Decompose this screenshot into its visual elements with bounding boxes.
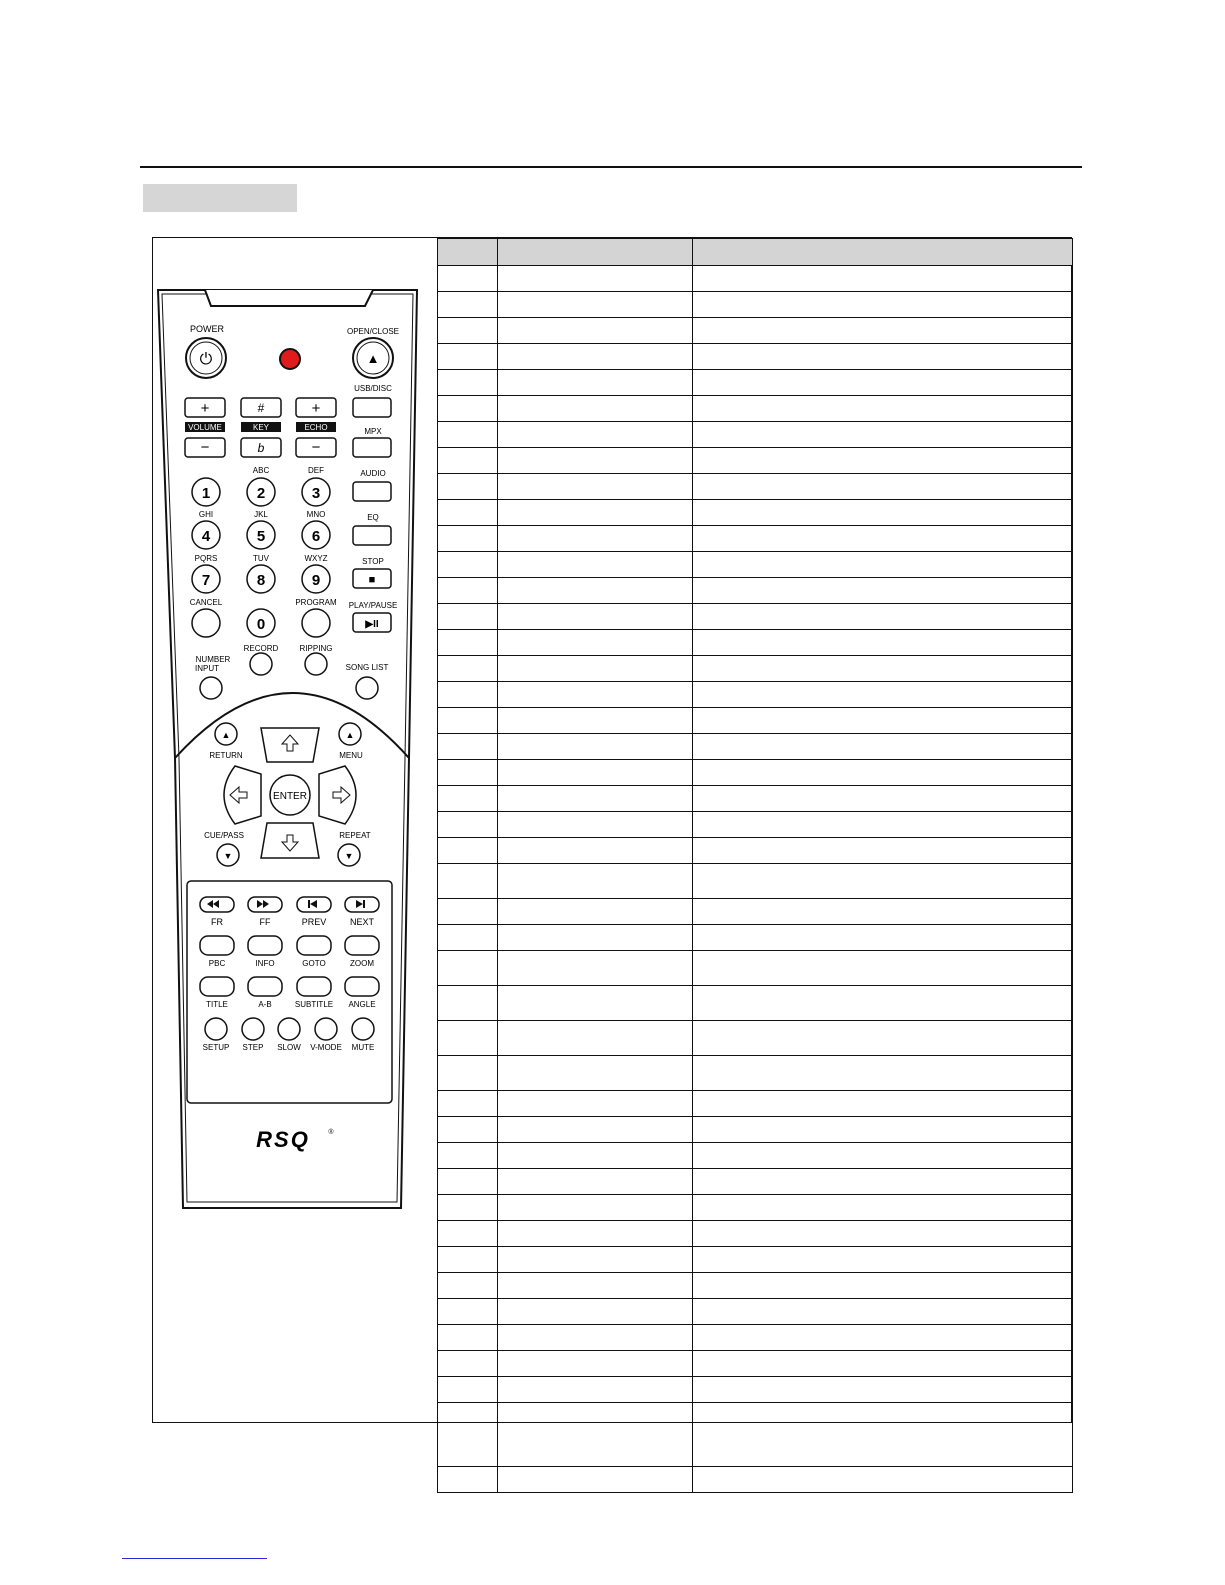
table-cell xyxy=(438,1021,498,1056)
table-cell xyxy=(438,266,498,292)
table-cell xyxy=(693,812,1073,838)
table-header-row xyxy=(438,239,1073,266)
table-cell xyxy=(693,734,1073,760)
table-cell xyxy=(438,500,498,526)
table-cell xyxy=(693,344,1073,370)
letters-6: MNO xyxy=(306,510,326,519)
column-header-function xyxy=(693,239,1073,266)
table-cell xyxy=(498,1377,693,1403)
table-cell xyxy=(693,951,1073,986)
table-cell xyxy=(498,812,693,838)
table-cell xyxy=(438,1351,498,1377)
table-cell xyxy=(498,1299,693,1325)
table-cell xyxy=(498,951,693,986)
v-mode-button[interactable] xyxy=(315,1018,337,1040)
table-row xyxy=(438,1403,1073,1467)
repeat-label: REPEAT xyxy=(339,831,371,840)
table-cell xyxy=(498,500,693,526)
table-cell xyxy=(438,986,498,1021)
power-icon: ⏻ xyxy=(199,351,213,368)
mpx-button[interactable] xyxy=(353,438,391,457)
table-cell xyxy=(498,422,693,448)
table-row xyxy=(438,1273,1073,1299)
table-cell xyxy=(498,708,693,734)
table-cell xyxy=(693,396,1073,422)
table-cell xyxy=(438,1091,498,1117)
table-row xyxy=(438,448,1073,474)
table-cell xyxy=(498,864,693,899)
table-cell xyxy=(438,630,498,656)
table-cell xyxy=(693,1273,1073,1299)
table-cell xyxy=(498,266,693,292)
power-button[interactable] xyxy=(186,338,226,378)
table-row xyxy=(438,1247,1073,1273)
digit-1-label: 1 xyxy=(201,485,211,502)
table-cell xyxy=(438,951,498,986)
ir-window xyxy=(205,290,373,306)
table-cell xyxy=(498,1091,693,1117)
audio-label: AUDIO xyxy=(360,469,386,478)
angle-button[interactable] xyxy=(345,977,379,996)
eq-button[interactable] xyxy=(353,526,391,545)
table-cell xyxy=(498,526,693,552)
table-cell xyxy=(498,1247,693,1273)
cue-pass-label: CUE/PASS xyxy=(204,831,244,840)
table-cell xyxy=(693,899,1073,925)
table-row xyxy=(438,951,1073,986)
remote-control-illustration xyxy=(153,238,437,1424)
table-row xyxy=(438,734,1073,760)
echo-label: ECHO xyxy=(304,423,328,432)
digit-7-label: 7 xyxy=(201,572,211,589)
stop-icon: ■ xyxy=(368,574,376,586)
table-cell xyxy=(498,899,693,925)
table-cell xyxy=(693,604,1073,630)
table-row xyxy=(438,1221,1073,1247)
table-cell xyxy=(438,1117,498,1143)
letters-5: JKL xyxy=(254,510,268,519)
table-cell xyxy=(693,1221,1073,1247)
table-cell xyxy=(693,448,1073,474)
number-input-label: NUMBER xyxy=(195,655,231,664)
info-button[interactable] xyxy=(248,936,282,955)
cancel-button[interactable] xyxy=(192,609,220,637)
title-button[interactable] xyxy=(200,977,234,996)
table-cell xyxy=(498,604,693,630)
table-cell xyxy=(693,422,1073,448)
column-header-number xyxy=(438,239,498,266)
info-label: INFO xyxy=(255,959,275,968)
table-cell xyxy=(498,1403,693,1467)
table-row xyxy=(438,1351,1073,1377)
table-cell xyxy=(438,422,498,448)
table-cell xyxy=(498,1221,693,1247)
section-heading-highlight xyxy=(143,184,297,212)
usb-disc-label: USB/DISC xyxy=(354,384,392,393)
table-row xyxy=(438,552,1073,578)
minus-icon: − xyxy=(200,439,210,456)
goto-label: GOTO xyxy=(302,959,326,968)
table-row xyxy=(438,656,1073,682)
setup-label: SETUP xyxy=(202,1043,230,1052)
table-cell xyxy=(438,1195,498,1221)
table-cell xyxy=(693,318,1073,344)
table-row xyxy=(438,318,1073,344)
next-label: NEXT xyxy=(349,917,375,927)
table-row xyxy=(438,1195,1073,1221)
table-cell xyxy=(438,734,498,760)
table-cell xyxy=(693,474,1073,500)
table-cell xyxy=(498,1056,693,1091)
table-cell xyxy=(498,318,693,344)
eq-label: EQ xyxy=(367,513,379,522)
digit-2-label: 2 xyxy=(256,485,266,502)
table-row xyxy=(438,708,1073,734)
table-cell xyxy=(498,292,693,318)
up-small-icon: ▲ xyxy=(345,730,355,740)
table-cell xyxy=(693,1247,1073,1273)
table-cell xyxy=(438,526,498,552)
table-cell xyxy=(498,370,693,396)
number-input-button[interactable] xyxy=(200,677,222,699)
table-cell xyxy=(693,526,1073,552)
table-cell xyxy=(438,864,498,899)
table-row xyxy=(438,864,1073,899)
number-input-label: INPUT xyxy=(195,664,219,673)
table-cell xyxy=(498,786,693,812)
table-cell xyxy=(693,864,1073,899)
table-cell xyxy=(498,1117,693,1143)
letters-2: ABC xyxy=(252,466,270,475)
table-cell xyxy=(438,812,498,838)
function-table xyxy=(437,238,1073,1493)
table-cell xyxy=(438,292,498,318)
table-row xyxy=(438,630,1073,656)
table-row xyxy=(438,578,1073,604)
table-cell xyxy=(438,656,498,682)
table-cell xyxy=(438,1247,498,1273)
table-cell xyxy=(693,1299,1073,1325)
remote-control-page-frame xyxy=(152,237,1072,1423)
goto-button[interactable] xyxy=(297,936,331,955)
prev-label: PREV xyxy=(301,917,327,927)
table-row xyxy=(438,604,1073,630)
play-pause-label: PLAY/PAUSE xyxy=(348,601,398,610)
step-button[interactable] xyxy=(242,1018,264,1040)
digit-3-label: 3 xyxy=(311,485,321,502)
table-cell xyxy=(693,682,1073,708)
fr-label: FR xyxy=(211,917,223,927)
table-cell xyxy=(438,318,498,344)
table-cell xyxy=(438,604,498,630)
open-close-label: OPEN/CLOSE xyxy=(346,327,400,336)
eject-icon: ▲ xyxy=(366,351,380,366)
table-row xyxy=(438,812,1073,838)
plus-icon: + xyxy=(200,400,210,417)
footer-link-underline xyxy=(122,1558,267,1559)
table-cell xyxy=(498,1021,693,1056)
table-cell xyxy=(498,1325,693,1351)
power-label: POWER xyxy=(189,324,225,334)
return-label: RETURN xyxy=(209,751,243,760)
table-cell xyxy=(693,1467,1073,1493)
table-cell xyxy=(693,1117,1073,1143)
digit-6-label: 6 xyxy=(311,528,321,545)
song-list-label: SONG LIST xyxy=(345,663,389,672)
slow-label: SLOW xyxy=(277,1043,301,1052)
registered-mark: ® xyxy=(328,1129,334,1136)
plus-icon: + xyxy=(311,400,321,417)
table-row xyxy=(438,396,1073,422)
subtitle-label: SUBTITLE xyxy=(294,1000,334,1009)
table-row xyxy=(438,682,1073,708)
letters-9: WXYZ xyxy=(304,554,328,563)
ripping-button[interactable] xyxy=(305,653,327,675)
table-row xyxy=(438,1467,1073,1493)
table-cell xyxy=(438,396,498,422)
slow-button[interactable] xyxy=(278,1018,300,1040)
table-cell xyxy=(498,760,693,786)
title-label: TITLE xyxy=(206,1000,228,1009)
angle-label: ANGLE xyxy=(348,1000,376,1009)
table-cell xyxy=(498,1467,693,1493)
table-cell xyxy=(693,630,1073,656)
key-label: KEY xyxy=(252,423,270,432)
letters-8: TUV xyxy=(253,554,269,563)
table-row xyxy=(438,1021,1073,1056)
table-cell xyxy=(498,1195,693,1221)
table-cell xyxy=(438,1467,498,1493)
table-row xyxy=(438,474,1073,500)
down-small-icon: ▼ xyxy=(223,851,233,861)
table-cell xyxy=(498,734,693,760)
table-cell xyxy=(438,682,498,708)
table-row xyxy=(438,1143,1073,1169)
table-cell xyxy=(438,474,498,500)
table-cell xyxy=(693,986,1073,1021)
table-cell xyxy=(498,344,693,370)
table-cell xyxy=(693,1325,1073,1351)
table-row xyxy=(438,526,1073,552)
table-cell xyxy=(693,1091,1073,1117)
table-cell xyxy=(693,500,1073,526)
table-cell xyxy=(438,370,498,396)
stop-label: STOP xyxy=(362,557,384,566)
table-row xyxy=(438,986,1073,1021)
pbc-label: PBC xyxy=(208,959,226,968)
table-cell xyxy=(693,266,1073,292)
program-label: PROGRAM xyxy=(295,598,337,607)
a-b-button[interactable] xyxy=(248,977,282,996)
table-cell xyxy=(693,1403,1073,1467)
step-label: STEP xyxy=(242,1043,264,1052)
digit-5-label: 5 xyxy=(256,528,266,545)
letters-3: DEF xyxy=(308,466,324,475)
table-row xyxy=(438,370,1073,396)
table-cell xyxy=(693,1377,1073,1403)
volume-label: VOLUME xyxy=(188,423,222,432)
table-row xyxy=(438,266,1073,292)
zoom-label: ZOOM xyxy=(350,959,374,968)
table-row xyxy=(438,500,1073,526)
table-row xyxy=(438,838,1073,864)
table-cell xyxy=(693,1021,1073,1056)
table-cell xyxy=(498,552,693,578)
digit-0-label: 0 xyxy=(256,616,266,633)
digit-4-label: 4 xyxy=(201,528,211,545)
table-cell xyxy=(693,1143,1073,1169)
table-cell xyxy=(438,1299,498,1325)
table-cell xyxy=(498,396,693,422)
menu-label: MENU xyxy=(339,751,363,760)
table-cell xyxy=(498,630,693,656)
table-cell xyxy=(438,1143,498,1169)
table-cell xyxy=(498,925,693,951)
table-row xyxy=(438,1117,1073,1143)
a-b-label: A-B xyxy=(258,1000,272,1009)
remote-illustration-cell xyxy=(153,238,438,1422)
mute-label: MUTE xyxy=(351,1043,375,1052)
pbc-button[interactable] xyxy=(200,936,234,955)
zoom-button[interactable] xyxy=(345,936,379,955)
digit-8-label: 8 xyxy=(256,572,266,589)
table-cell xyxy=(438,1169,498,1195)
table-row xyxy=(438,344,1073,370)
column-header-button xyxy=(498,239,693,266)
subtitle-button[interactable] xyxy=(297,977,331,996)
table-cell xyxy=(693,656,1073,682)
table-row xyxy=(438,1169,1073,1195)
table-cell xyxy=(438,448,498,474)
table-row xyxy=(438,1091,1073,1117)
table-cell xyxy=(693,578,1073,604)
enter-label: ENTER xyxy=(273,791,307,802)
table-cell xyxy=(693,838,1073,864)
table-cell xyxy=(438,1377,498,1403)
open-close-button[interactable] xyxy=(353,338,393,378)
table-cell xyxy=(498,1143,693,1169)
table-cell xyxy=(438,760,498,786)
minus-icon: − xyxy=(311,439,321,456)
table-cell xyxy=(498,838,693,864)
mpx-label: MPX xyxy=(364,427,382,436)
table-cell xyxy=(693,1195,1073,1221)
table-cell xyxy=(438,552,498,578)
table-cell xyxy=(438,578,498,604)
table-row xyxy=(438,760,1073,786)
table-row xyxy=(438,422,1073,448)
table-cell xyxy=(438,838,498,864)
ff-label: FF xyxy=(259,917,271,927)
table-cell xyxy=(438,925,498,951)
song-list-button[interactable] xyxy=(356,677,378,699)
down-small-icon: ▼ xyxy=(344,851,354,861)
record-label: RECORD xyxy=(243,644,279,653)
table-cell xyxy=(498,682,693,708)
table-cell xyxy=(438,1056,498,1091)
play-pause-icon: ▶II xyxy=(365,619,379,630)
table-cell xyxy=(498,986,693,1021)
audio-button[interactable] xyxy=(353,482,391,501)
ripping-label: RIPPING xyxy=(299,644,333,653)
v-mode-label: V-MODE xyxy=(310,1043,342,1052)
table-cell xyxy=(438,708,498,734)
table-cell xyxy=(498,656,693,682)
table-cell xyxy=(438,899,498,925)
table-cell xyxy=(693,292,1073,318)
usb-disc-button[interactable] xyxy=(353,398,391,417)
table-cell xyxy=(438,1221,498,1247)
program-button[interactable] xyxy=(302,609,330,637)
table-row xyxy=(438,1325,1073,1351)
ir-led-indicator xyxy=(280,349,300,369)
table-cell xyxy=(438,344,498,370)
table-row xyxy=(438,925,1073,951)
cancel-label: CANCEL xyxy=(189,598,223,607)
table-cell xyxy=(498,448,693,474)
letters-4: GHI xyxy=(198,510,214,519)
sharp-icon: # xyxy=(257,401,265,415)
table-row xyxy=(438,786,1073,812)
digit-9-label: 9 xyxy=(311,572,321,589)
table-cell xyxy=(438,1403,498,1467)
table-cell xyxy=(693,1056,1073,1091)
table-cell xyxy=(498,474,693,500)
table-cell xyxy=(693,708,1073,734)
table-row xyxy=(438,292,1073,318)
table-cell xyxy=(438,1273,498,1299)
flat-icon: b xyxy=(257,441,265,455)
table-cell xyxy=(693,552,1073,578)
top-rule xyxy=(140,166,1082,168)
table-cell xyxy=(693,786,1073,812)
table-cell xyxy=(498,578,693,604)
table-row xyxy=(438,899,1073,925)
rsq-logo: RSQ xyxy=(256,1127,310,1152)
letters-7: PQRS xyxy=(194,554,218,563)
table-cell xyxy=(693,1169,1073,1195)
table-row xyxy=(438,1056,1073,1091)
table-cell xyxy=(693,1351,1073,1377)
table-cell xyxy=(498,1273,693,1299)
table-cell xyxy=(498,1351,693,1377)
table-cell xyxy=(693,925,1073,951)
table-cell xyxy=(498,1169,693,1195)
table-row xyxy=(438,1377,1073,1403)
setup-button[interactable] xyxy=(205,1018,227,1040)
record-button[interactable] xyxy=(250,653,272,675)
table-cell xyxy=(438,1325,498,1351)
table-row xyxy=(438,1299,1073,1325)
table-cell xyxy=(438,786,498,812)
table-cell xyxy=(693,760,1073,786)
mute-button[interactable] xyxy=(352,1018,374,1040)
up-small-icon: ▲ xyxy=(221,730,231,740)
table-cell xyxy=(693,370,1073,396)
